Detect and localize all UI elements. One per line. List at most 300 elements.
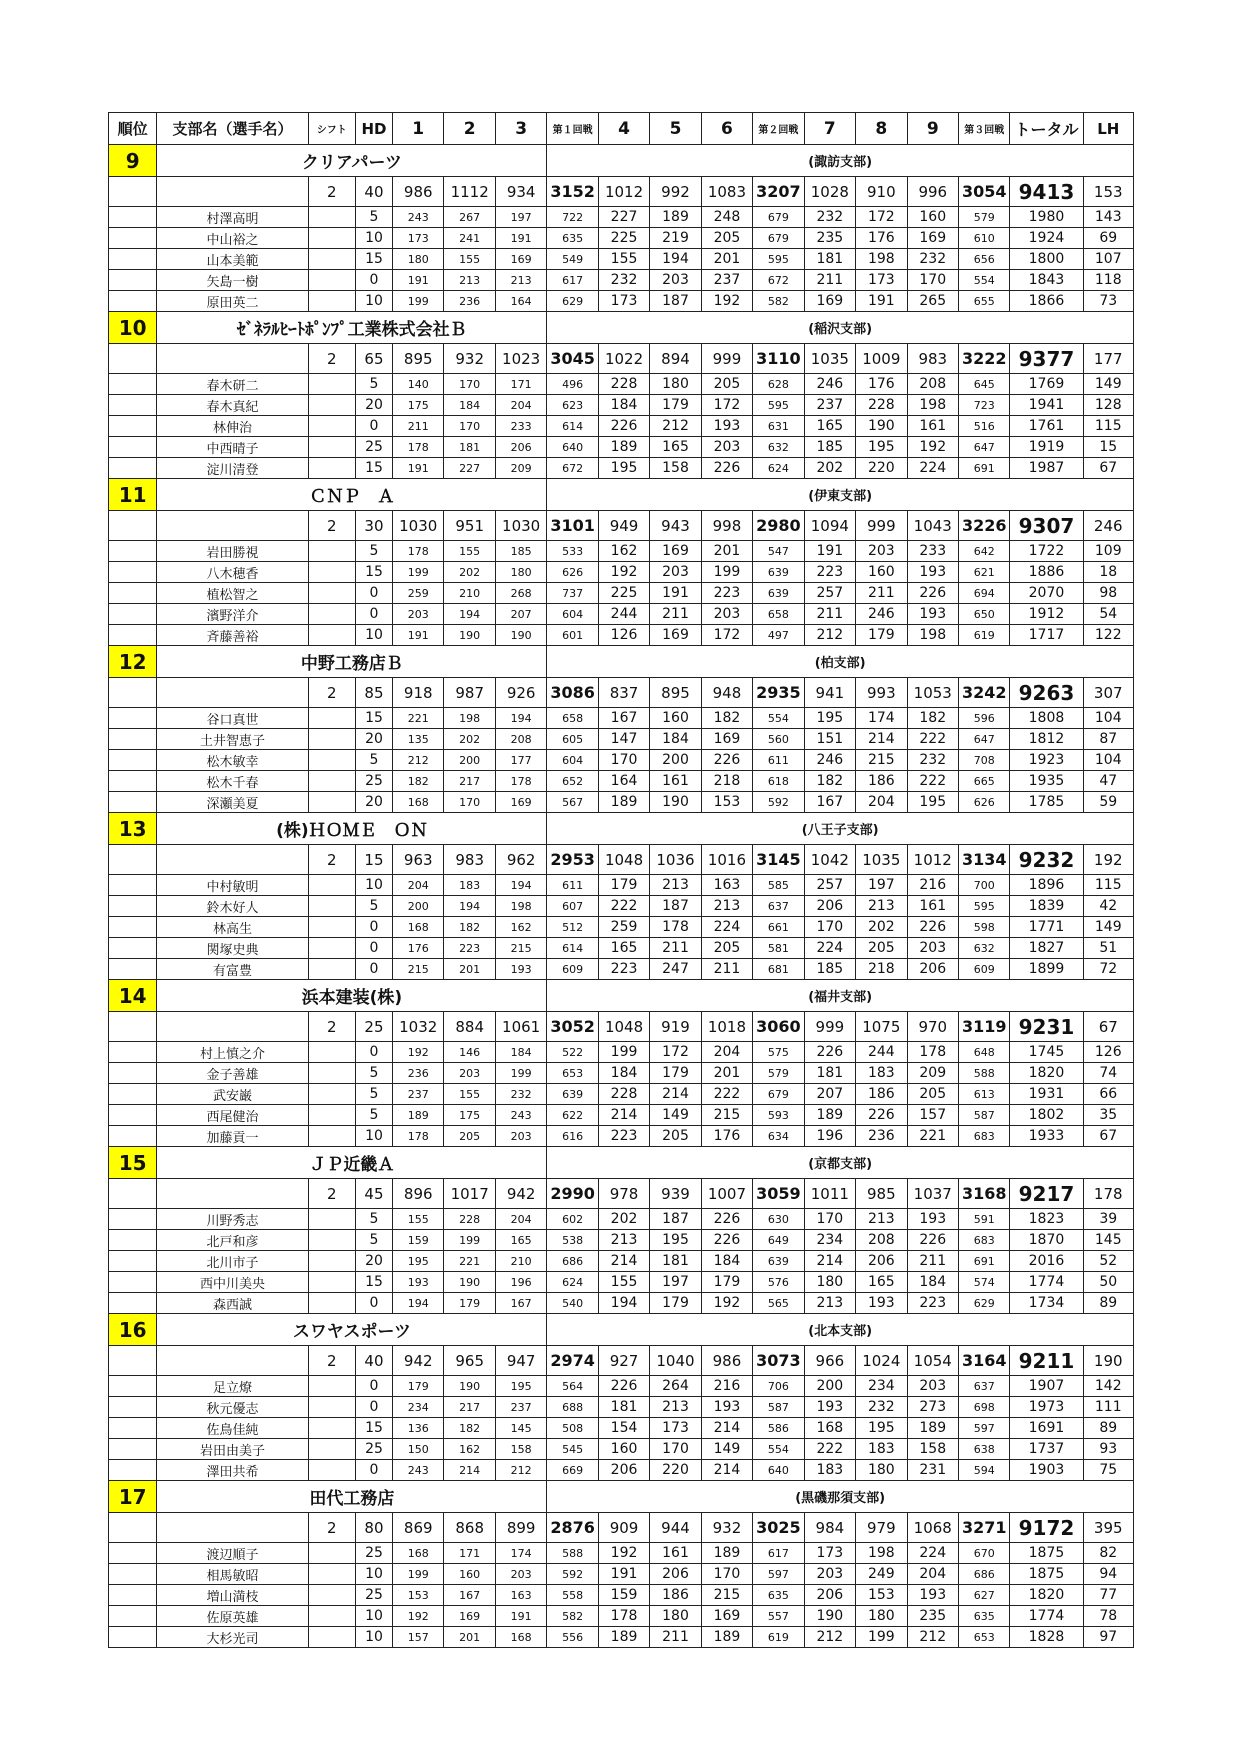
player-name: 斉藤善裕 — [157, 625, 308, 646]
player-score: 189 — [907, 1418, 958, 1439]
summary-cell: 2 — [308, 344, 355, 374]
player-blank — [109, 1376, 157, 1397]
player-name: 足立燎 — [157, 1376, 308, 1397]
player-score: 243 — [495, 1105, 546, 1126]
player-score: 234 — [393, 1397, 444, 1418]
player-score: 215 — [393, 959, 444, 980]
player-score: 173 — [856, 270, 907, 291]
player-score: 582 — [753, 291, 804, 312]
player-score: 173 — [598, 291, 649, 312]
player-score: 622 — [547, 1105, 598, 1126]
team-header-row — [109, 646, 1134, 678]
player-score: 161 — [907, 416, 958, 437]
summary-cell: 992 — [650, 177, 701, 207]
player-score: 204 — [856, 792, 907, 813]
player-score: 142 — [1083, 1376, 1134, 1397]
summary-cell: 932 — [701, 1513, 752, 1543]
player-score: 52 — [1083, 1251, 1134, 1272]
player-row — [109, 1272, 1134, 1293]
player-score: 592 — [547, 1564, 598, 1585]
summary-cell: 80 — [355, 1513, 392, 1543]
player-name: 淀川清登 — [157, 458, 308, 479]
player-score: 236 — [393, 1063, 444, 1084]
player-score: 128 — [1083, 395, 1134, 416]
player-score: 176 — [856, 228, 907, 249]
player-score: 205 — [650, 1126, 701, 1147]
player-blank — [109, 1063, 157, 1084]
player-score: 165 — [856, 1272, 907, 1293]
player-score: 204 — [495, 1209, 546, 1230]
team-name: (株)ＨＯＭＥ ＯＮ — [157, 813, 547, 845]
player-blank — [109, 249, 157, 270]
player-score: 200 — [393, 896, 444, 917]
player-shift — [308, 729, 355, 750]
player-score: 193 — [701, 1397, 752, 1418]
player-score: 226 — [907, 583, 958, 604]
player-score: 237 — [393, 1084, 444, 1105]
team-branch: (福井支部) — [547, 980, 1134, 1012]
player-shift — [308, 562, 355, 583]
player-score: 193 — [701, 416, 752, 437]
player-score: 197 — [856, 875, 907, 896]
summary-cell: 3110 — [753, 344, 804, 374]
player-score: 172 — [856, 207, 907, 228]
summary-cell: 9211 — [1010, 1346, 1083, 1376]
summary-cell: 1024 — [856, 1346, 907, 1376]
summary-blank — [109, 511, 157, 541]
player-score: 195 — [856, 1418, 907, 1439]
player-name: 関塚史典 — [157, 938, 308, 959]
team-branch: (柏支部) — [547, 646, 1134, 678]
player-score: 189 — [650, 207, 701, 228]
team-branch: (諏訪支部) — [547, 145, 1134, 177]
player-score: 246 — [856, 604, 907, 625]
summary-cell: 2 — [308, 1513, 355, 1543]
player-score: 224 — [701, 917, 752, 938]
player-row — [109, 896, 1134, 917]
player-shift — [308, 270, 355, 291]
player-blank — [109, 458, 157, 479]
player-score: 161 — [907, 896, 958, 917]
player-score: 575 — [753, 1042, 804, 1063]
player-score: 187 — [650, 896, 701, 917]
player-row — [109, 1606, 1134, 1627]
player-score: 624 — [547, 1272, 598, 1293]
player-score: 626 — [547, 562, 598, 583]
player-score: 595 — [753, 395, 804, 416]
player-name: 林高生 — [157, 917, 308, 938]
summary-cell: 2 — [308, 678, 355, 708]
player-score: 203 — [650, 270, 701, 291]
player-shift — [308, 1397, 355, 1418]
player-score: 189 — [701, 1543, 752, 1564]
player-score: 1802 — [1010, 1105, 1083, 1126]
player-score: 199 — [393, 1564, 444, 1585]
summary-blank — [109, 344, 157, 374]
player-name: 岩田勝視 — [157, 541, 308, 562]
player-score: 171 — [444, 1543, 495, 1564]
player-score: 640 — [753, 1460, 804, 1481]
player-score: 168 — [393, 917, 444, 938]
player-score: 5 — [355, 207, 392, 228]
player-score: 208 — [495, 729, 546, 750]
player-name: 金子善雄 — [157, 1063, 308, 1084]
player-score: 1722 — [1010, 541, 1083, 562]
summary-cell: 9413 — [1010, 177, 1083, 207]
player-name: 山本美範 — [157, 249, 308, 270]
summary-cell: 3052 — [547, 1012, 598, 1042]
player-score: 205 — [856, 938, 907, 959]
player-score: 211 — [650, 604, 701, 625]
summary-cell: 1048 — [598, 1012, 649, 1042]
player-score: 183 — [444, 875, 495, 896]
player-score: 226 — [701, 750, 752, 771]
team-name: ｾﾞﾈﾗﾙﾋｰﾄﾎﾟﾝﾌﾟ工業株式会社Ｂ — [157, 312, 547, 344]
player-score: 237 — [804, 395, 855, 416]
player-score: 540 — [547, 1293, 598, 1314]
player-score: 122 — [1083, 625, 1134, 646]
player-score: 0 — [355, 583, 392, 604]
player-score: 226 — [701, 1209, 752, 1230]
player-name: 西尾健治 — [157, 1105, 308, 1126]
summary-cell: 1035 — [856, 845, 907, 875]
summary-cell: 985 — [856, 1179, 907, 1209]
player-score: 196 — [495, 1272, 546, 1293]
player-score: 178 — [598, 1606, 649, 1627]
player-score: 594 — [958, 1460, 1009, 1481]
summary-cell: 1022 — [598, 344, 649, 374]
player-score: 189 — [804, 1105, 855, 1126]
player-blank — [109, 437, 157, 458]
summary-cell: 948 — [701, 678, 752, 708]
player-score: 78 — [1083, 1606, 1134, 1627]
player-blank — [109, 1230, 157, 1251]
player-score: 558 — [547, 1585, 598, 1606]
player-score: 225 — [598, 228, 649, 249]
summary-blank — [109, 1513, 157, 1543]
player-score: 1823 — [1010, 1209, 1083, 1230]
player-score: 169 — [701, 1606, 752, 1627]
player-score: 151 — [804, 729, 855, 750]
summary-blank — [109, 1179, 157, 1209]
player-score: 20 — [355, 1251, 392, 1272]
summary-cell: 3060 — [753, 1012, 804, 1042]
player-name: 土井智恵子 — [157, 729, 308, 750]
player-shift — [308, 959, 355, 980]
player-score: 655 — [958, 291, 1009, 312]
player-score: 190 — [856, 416, 907, 437]
player-score: 94 — [1083, 1564, 1134, 1585]
player-blank — [109, 291, 157, 312]
player-score: 1737 — [1010, 1439, 1083, 1460]
player-score: 1907 — [1010, 1376, 1083, 1397]
player-score: 670 — [958, 1543, 1009, 1564]
player-score: 1839 — [1010, 896, 1083, 917]
player-score: 243 — [393, 207, 444, 228]
player-score: 209 — [907, 1063, 958, 1084]
player-score: 171 — [495, 374, 546, 395]
player-score: 224 — [907, 458, 958, 479]
player-score: 223 — [701, 583, 752, 604]
summary-cell: 1083 — [701, 177, 752, 207]
player-score: 0 — [355, 416, 392, 437]
player-score: 169 — [495, 249, 546, 270]
player-score: 203 — [804, 1564, 855, 1585]
summary-cell: 986 — [701, 1346, 752, 1376]
player-score: 10 — [355, 625, 392, 646]
player-score: 192 — [393, 1042, 444, 1063]
player-score: 193 — [907, 604, 958, 625]
player-score: 217 — [444, 1397, 495, 1418]
player-shift — [308, 917, 355, 938]
player-score: 220 — [856, 458, 907, 479]
summary-cell: 899 — [495, 1513, 546, 1543]
col-game-9: 9 — [907, 113, 958, 145]
team-header-row — [109, 1147, 1134, 1179]
player-score: 1691 — [1010, 1418, 1083, 1439]
player-score: 161 — [650, 771, 701, 792]
col-branch: 支部名（選手名） — [157, 113, 308, 145]
player-score: 201 — [444, 959, 495, 980]
summary-cell: 1053 — [907, 678, 958, 708]
team-rank: 16 — [109, 1314, 157, 1346]
player-shift — [308, 1230, 355, 1251]
player-score: 658 — [547, 708, 598, 729]
player-score: 557 — [753, 1606, 804, 1627]
summary-cell: 3164 — [958, 1346, 1009, 1376]
player-blank — [109, 708, 157, 729]
player-score: 630 — [753, 1209, 804, 1230]
team-branch: (黒磯那須支部) — [547, 1481, 1134, 1513]
summary-cell: 3226 — [958, 511, 1009, 541]
player-blank — [109, 1251, 157, 1272]
player-score: 0 — [355, 938, 392, 959]
summary-cell: 978 — [598, 1179, 649, 1209]
player-score: 233 — [495, 416, 546, 437]
player-score: 683 — [958, 1126, 1009, 1147]
player-score: 222 — [701, 1084, 752, 1105]
player-score: 169 — [650, 625, 701, 646]
player-score: 0 — [355, 959, 392, 980]
summary-cell: 1028 — [804, 177, 855, 207]
player-score: 629 — [547, 291, 598, 312]
team-name: ＣＮＰ Ａ — [157, 479, 547, 511]
player-score: 210 — [444, 583, 495, 604]
summary-cell: 3152 — [547, 177, 598, 207]
player-score: 226 — [701, 1230, 752, 1251]
player-score: 203 — [907, 938, 958, 959]
player-score: 20 — [355, 395, 392, 416]
player-score: 149 — [1083, 374, 1134, 395]
player-score: 221 — [393, 708, 444, 729]
player-score: 244 — [856, 1042, 907, 1063]
player-score: 206 — [907, 959, 958, 980]
player-score: 592 — [753, 792, 804, 813]
player-score: 215 — [701, 1105, 752, 1126]
team-branch: (北本支部) — [547, 1314, 1134, 1346]
player-score: 185 — [804, 959, 855, 980]
player-score: 723 — [958, 395, 1009, 416]
summary-cell: 25 — [355, 1012, 392, 1042]
player-score: 5 — [355, 374, 392, 395]
player-score: 214 — [804, 1251, 855, 1272]
player-score: 160 — [856, 562, 907, 583]
player-score: 189 — [598, 792, 649, 813]
player-score: 259 — [393, 583, 444, 604]
summary-cell: 15 — [355, 845, 392, 875]
player-score: 169 — [444, 1606, 495, 1627]
player-score: 190 — [650, 792, 701, 813]
player-score: 672 — [753, 270, 804, 291]
player-name: 春木真紀 — [157, 395, 308, 416]
player-score: 180 — [650, 1606, 701, 1627]
player-score: 150 — [393, 1439, 444, 1460]
player-score: 163 — [495, 1585, 546, 1606]
player-score: 0 — [355, 1376, 392, 1397]
player-score: 203 — [444, 1063, 495, 1084]
player-name: 鈴木好人 — [157, 896, 308, 917]
player-score: 173 — [393, 228, 444, 249]
player-score: 170 — [650, 1439, 701, 1460]
player-score: 199 — [856, 1627, 907, 1648]
player-score: 0 — [355, 1460, 392, 1481]
player-score: 195 — [804, 708, 855, 729]
player-score: 1717 — [1010, 625, 1083, 646]
summary-blank — [157, 1346, 308, 1376]
player-score: 5 — [355, 1105, 392, 1126]
player-score: 609 — [547, 959, 598, 980]
player-score: 10 — [355, 228, 392, 249]
player-name: 有富豊 — [157, 959, 308, 980]
player-score: 193 — [495, 959, 546, 980]
player-score: 203 — [495, 1564, 546, 1585]
player-name: 中村敏明 — [157, 875, 308, 896]
player-score: 199 — [495, 1063, 546, 1084]
summary-cell: 1018 — [701, 1012, 752, 1042]
player-score: 611 — [547, 875, 598, 896]
summary-blank — [109, 177, 157, 207]
player-score: 184 — [907, 1272, 958, 1293]
summary-cell: 999 — [856, 511, 907, 541]
player-score: 213 — [598, 1230, 649, 1251]
summary-cell: 1042 — [804, 845, 855, 875]
player-score: 0 — [355, 1293, 392, 1314]
player-score: 222 — [598, 896, 649, 917]
player-score: 650 — [958, 604, 1009, 625]
summary-cell: 30 — [355, 511, 392, 541]
player-shift — [308, 625, 355, 646]
player-score: 174 — [495, 1543, 546, 1564]
summary-cell: 9232 — [1010, 845, 1083, 875]
player-score: 198 — [444, 708, 495, 729]
player-score: 1734 — [1010, 1293, 1083, 1314]
player-score: 199 — [393, 562, 444, 583]
player-score: 267 — [444, 207, 495, 228]
player-blank — [109, 1105, 157, 1126]
player-score: 15 — [355, 562, 392, 583]
col-game-7: 7 — [804, 113, 855, 145]
player-shift — [308, 896, 355, 917]
player-score: 556 — [547, 1627, 598, 1648]
player-score: 586 — [753, 1418, 804, 1439]
player-score: 194 — [393, 1293, 444, 1314]
summary-cell: 943 — [650, 511, 701, 541]
player-score: 20 — [355, 792, 392, 813]
player-score: 198 — [856, 1543, 907, 1564]
player-name: 佐原英雄 — [157, 1606, 308, 1627]
player-score: 554 — [753, 708, 804, 729]
player-row — [109, 228, 1134, 249]
summary-cell: 40 — [355, 1346, 392, 1376]
player-score: 203 — [907, 1376, 958, 1397]
player-score: 508 — [547, 1418, 598, 1439]
player-row — [109, 1230, 1134, 1251]
player-score: 1771 — [1010, 917, 1083, 938]
player-score: 193 — [907, 1209, 958, 1230]
player-score: 184 — [650, 729, 701, 750]
player-row — [109, 1564, 1134, 1585]
player-score: 93 — [1083, 1439, 1134, 1460]
player-score: 203 — [650, 562, 701, 583]
player-score: 228 — [856, 395, 907, 416]
player-score: 54 — [1083, 604, 1134, 625]
player-score: 135 — [393, 729, 444, 750]
team-name: クリアパーツ — [157, 145, 547, 177]
summary-blank — [157, 845, 308, 875]
player-score: 202 — [444, 729, 495, 750]
player-blank — [109, 1293, 157, 1314]
player-score: 688 — [547, 1397, 598, 1418]
player-score: 162 — [495, 917, 546, 938]
player-score: 522 — [547, 1042, 598, 1063]
player-score: 593 — [753, 1105, 804, 1126]
player-score: 214 — [856, 729, 907, 750]
player-name: 濱野洋介 — [157, 604, 308, 625]
player-score: 609 — [958, 959, 1009, 980]
player-score: 204 — [393, 875, 444, 896]
player-score: 25 — [355, 1585, 392, 1606]
summary-cell: 1068 — [907, 1513, 958, 1543]
summary-cell: 951 — [444, 511, 495, 541]
player-shift — [308, 604, 355, 625]
summary-cell: 2 — [308, 845, 355, 875]
player-score: 189 — [701, 1627, 752, 1648]
player-score: 204 — [495, 395, 546, 416]
player-score: 162 — [598, 541, 649, 562]
summary-blank — [109, 1012, 157, 1042]
player-score: 190 — [495, 625, 546, 646]
summary-cell: 1048 — [598, 845, 649, 875]
team-summary-row — [109, 678, 1134, 708]
player-score: 25 — [355, 1439, 392, 1460]
player-shift — [308, 1084, 355, 1105]
player-row — [109, 729, 1134, 750]
summary-cell: 965 — [444, 1346, 495, 1376]
summary-cell: 3134 — [958, 845, 1009, 875]
player-score: 199 — [444, 1230, 495, 1251]
player-score: 140 — [393, 374, 444, 395]
team-name: 田代工務店 — [157, 1481, 547, 1513]
player-score: 213 — [804, 1293, 855, 1314]
player-score: 183 — [804, 1460, 855, 1481]
player-score: 604 — [547, 604, 598, 625]
player-blank — [109, 1585, 157, 1606]
summary-cell: 998 — [701, 511, 752, 541]
player-score: 198 — [907, 395, 958, 416]
player-score: 1866 — [1010, 291, 1083, 312]
summary-cell: 9263 — [1010, 678, 1083, 708]
player-score: 0 — [355, 270, 392, 291]
